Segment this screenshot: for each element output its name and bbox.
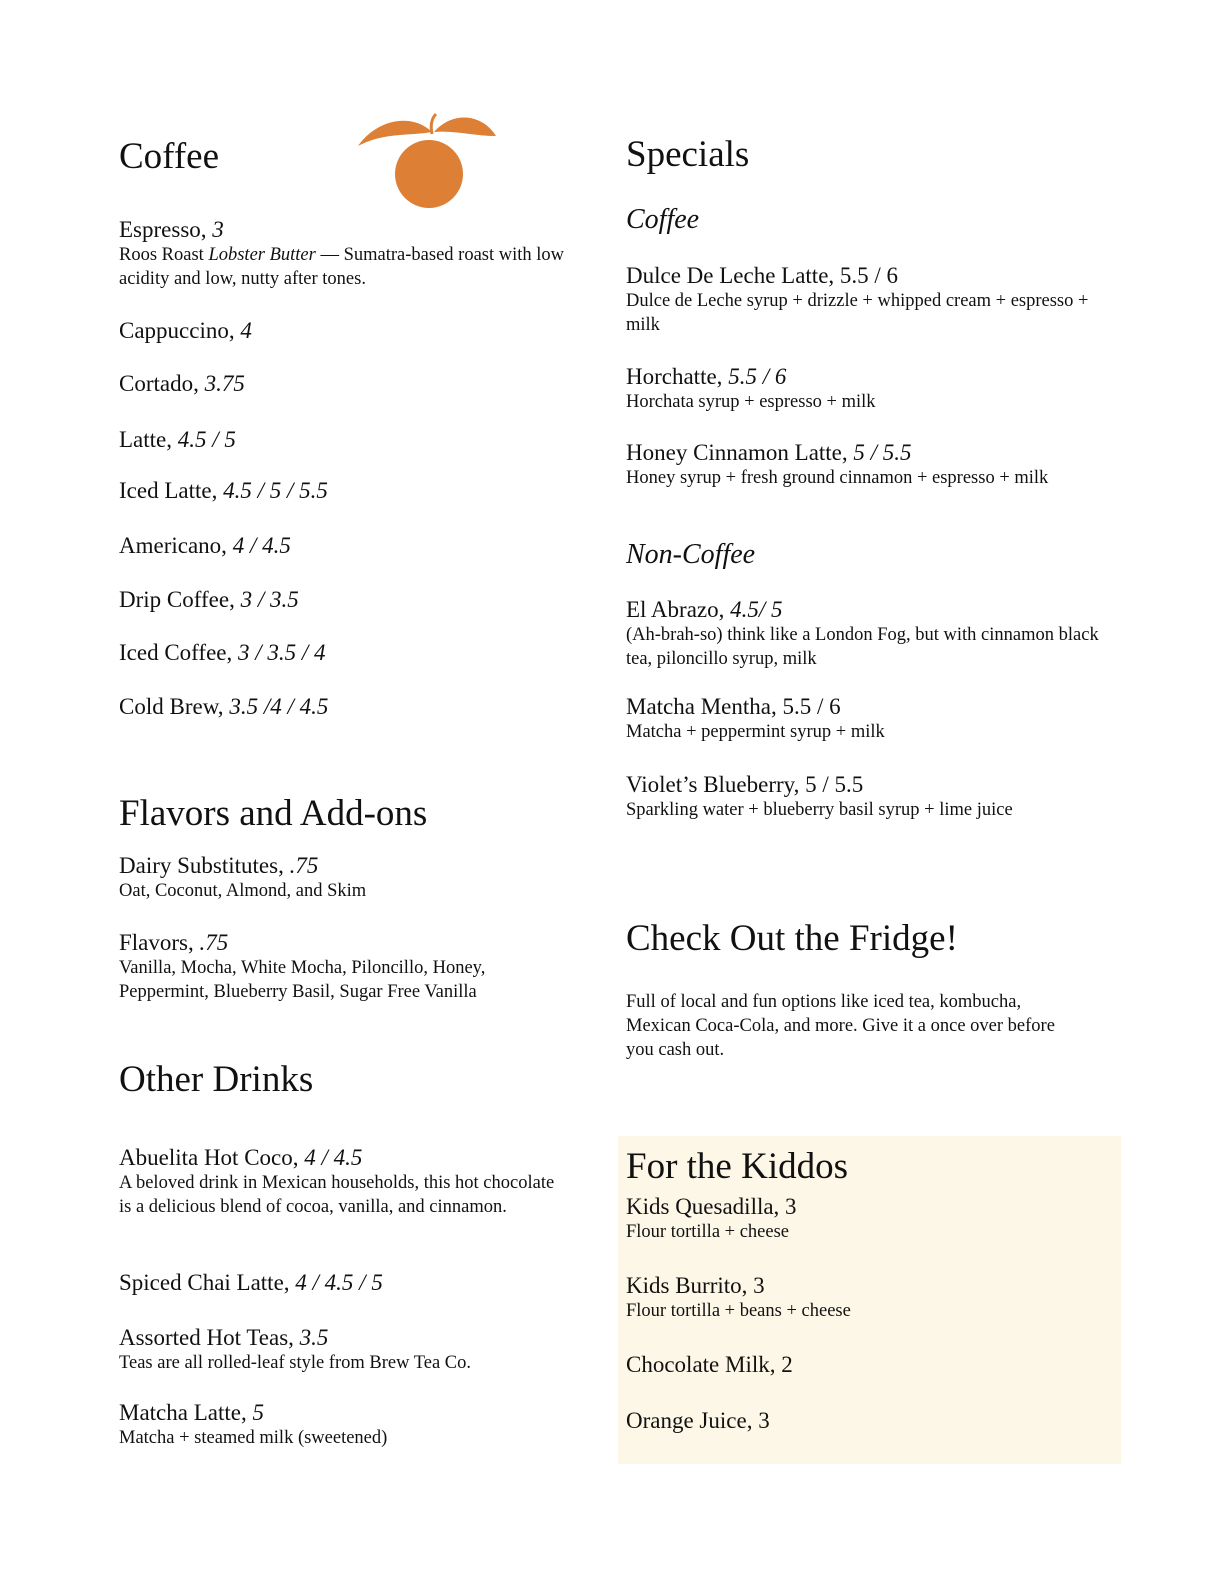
coffee-heading: Coffee [119,136,219,177]
menu-item-violets-blueberry: Violet’s Blueberry, 5 / 5.5 Sparkling water + blueberry basil syrup + lime juice [626,772,1013,820]
menu-item-abuelita-hot-coco: Abuelita Hot Coco, 4 / 4.5 A beloved drink in Mexican households, this hot chocolate is a delicious blend of cocoa, vanilla, and cinnamon. [119,1145,555,1217]
menu-item-flavors: Flavors, .75 Vanilla, Mocha, White Mocha, Piloncillo, Honey, Peppermint, Blueberry Basil, Sugar Free Vanilla [119,930,486,1002]
menu-item-cold-brew: Cold Brew, 3.5 /4 / 4.5 [119,694,329,719]
menu-item-kids-quesadilla: Kids Quesadilla, 3 Flour tortilla + cheese [626,1194,797,1242]
menu-item-americano: Americano, 4 / 4.5 [119,533,291,558]
specials-noncoffee-subheading: Non-Coffee [626,539,756,570]
other-drinks-heading: Other Drinks [119,1059,314,1100]
menu-item-assorted-hot-teas: Assorted Hot Teas, 3.5 Teas are all rolled-leaf style from Brew Tea Co. [119,1325,472,1373]
specials-heading: Specials [626,134,750,175]
menu-item-chocolate-milk: Chocolate Milk, 2 [626,1352,793,1377]
menu-item-matcha-latte: Matcha Latte, 5 Matcha + steamed milk (sweetened) [119,1400,388,1448]
menu-item-cortado: Cortado, 3.75 [119,371,245,396]
fridge-text: Full of local and fun options like iced tea, kombucha, Mexican Coca-Cola, and more. Give it a once over before you cash out. [626,992,1055,1060]
menu-item-el-abrazo: El Abrazo, 4.5/ 5 (Ah-brah-so) think like a London Fog, but with cinnamon black tea, piloncillo syrup, milk [626,597,1099,669]
menu-item-dulce-de-leche-latte: Dulce De Leche Latte, 5.5 / 6 Dulce de Leche syrup + drizzle + whipped cream + espresso + milk [626,263,1089,335]
kiddos-heading: For the Kiddos [626,1146,848,1187]
menu-item-kids-burrito: Kids Burrito, 3 Flour tortilla + beans + cheese [626,1273,851,1321]
menu-item-iced-latte: Iced Latte, 4.5 / 5 / 5.5 [119,478,328,503]
menu-item-honey-cinnamon-latte: Honey Cinnamon Latte, 5 / 5.5 Honey syrup + fresh ground cinnamon + espresso + milk [626,440,1049,488]
menu-item-horchatte: Horchatte, 5.5 / 6 Horchata syrup + espresso + milk [626,364,876,412]
flavors-heading: Flavors and Add-ons [119,793,428,834]
menu-item-drip-coffee: Drip Coffee, 3 / 3.5 [119,587,299,612]
menu-item-dairy-substitutes: Dairy Substitutes, .75 Oat, Coconut, Almond, and Skim [119,853,367,901]
menu-item-iced-coffee: Iced Coffee, 3 / 3.5 / 4 [119,640,326,665]
specials-coffee-subheading: Coffee [626,204,700,235]
menu-item-matcha-mentha: Matcha Mentha, 5.5 / 6 Matcha + peppermint syrup + milk [626,694,885,742]
orange-fruit-icon [356,110,498,212]
menu-item-spiced-chai-latte: Spiced Chai Latte, 4 / 4.5 / 5 [119,1270,383,1295]
fridge-heading: Check Out the Fridge! [626,918,958,959]
menu-item-latte: Latte, 4.5 / 5 [119,427,236,452]
menu-item-orange-juice: Orange Juice, 3 [626,1408,770,1433]
menu-item-espresso: Espresso, 3 Roos Roast Lobster Butter — Sumatra-based roast with low acidity and low, nutty after tones. [119,217,589,291]
espresso-description: Roos Roast Lobster Butter — Sumatra-based roast with low acidity and low, nutty after tones. [119,245,565,289]
menu-item-cappuccino: Cappuccino, 4 [119,318,252,343]
